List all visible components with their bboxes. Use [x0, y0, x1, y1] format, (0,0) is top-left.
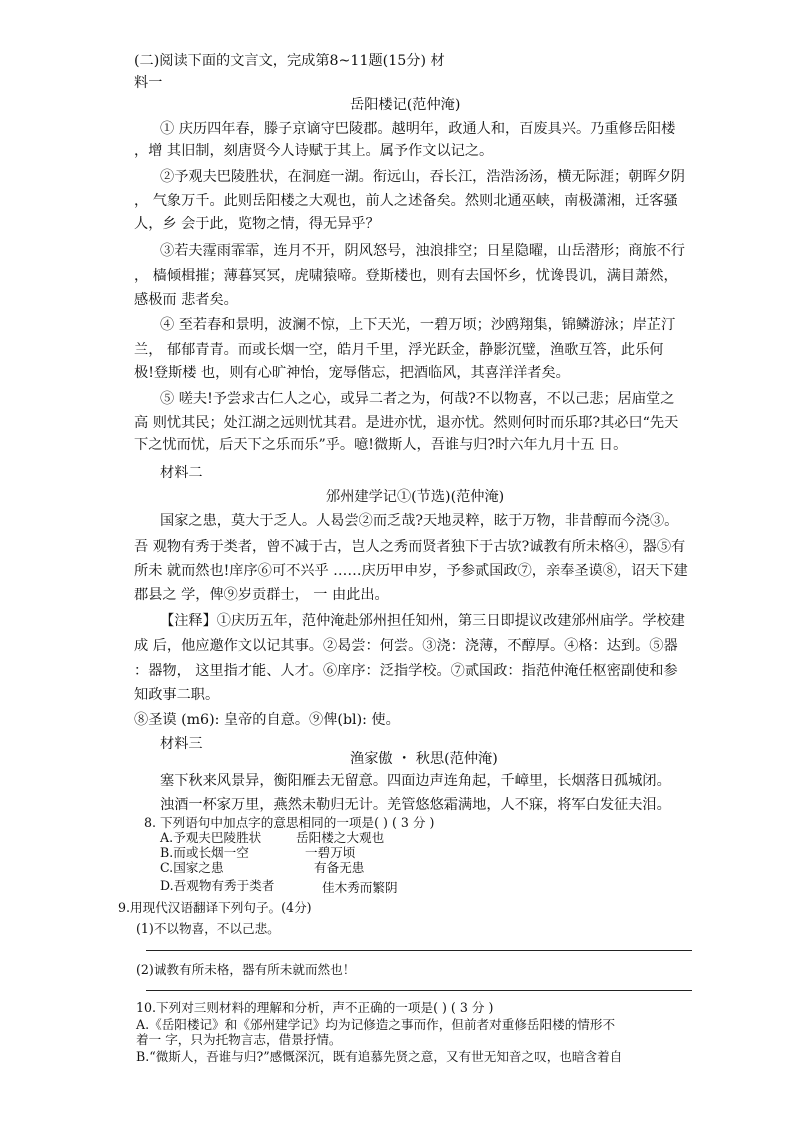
annotation-line: 知政事二职。 — [134, 687, 220, 703]
text-line: 感极而 悲者矣。 — [134, 292, 238, 308]
material-label: 材料二 — [160, 465, 203, 481]
q8-option-d-pair: 佳木秀而繁阴 — [322, 880, 398, 895]
q8-option-b-pair: 一碧万顷 — [305, 845, 356, 860]
text-line: 下之忧而忧，后天下之乐而乐”乎。噫!微斯人，吾谁与归?时六年九月十五 日。 — [134, 437, 628, 453]
passage-title: 邠州建学记①(节选)(范仲淹) — [326, 489, 505, 505]
text-line: ， 樯倾楫摧；薄暮冥冥，虎啸猿啼。登斯楼也，则有去国怀乡，忧谗畏讥，满目萧然， — [134, 268, 678, 284]
text-line: 高 则忧其民；处江湖之远则忧其君。是进亦忧，退亦忧。然则何时而乐耶?其必曰“先天 — [134, 415, 679, 431]
text-line: ，增 其旧制，刻唐贤今人诗赋于其上。属予作文以记之。 — [134, 143, 494, 159]
q10-option-line: B.“微斯人，吾谁与归?”感慨深沉，既有追慕先贤之意，又有世无知音之叹，也暗含着自 — [136, 1049, 623, 1064]
text-line: ⑤ 嗟夫!予尝求古仁人之心，或异二者之为，何哉?不以物喜，不以己悲；居庙堂之 — [160, 391, 675, 407]
section-header: (二)阅读下面的文言文，完成第8~11题(15分) 材 — [134, 53, 445, 69]
passage-title: 岳阳楼记(范仲淹) — [350, 97, 461, 113]
annotation-line: 【注释】①庆历五年，范仲淹赴邠州担任知州，第三日即提议改建邠州庙学。学校建 — [160, 613, 685, 629]
text-line: ① 庆历四年春，滕子京谪守巴陵郡。越明年，政通人和，百废具兴。乃重修岳阳楼 — [160, 121, 676, 137]
q9-item-1: (1)不以物喜，不以己悲。 — [136, 921, 280, 936]
q8-option-b: B.而或长烟一空 — [160, 845, 249, 860]
text-line: 极!登斯楼 也，则有心旷神怡，宠辱偕忘，把酒临风，其喜洋洋者矣。 — [134, 365, 570, 381]
material-label: 材料三 — [160, 736, 203, 752]
text-line: 兰， 郁郁青青。而或长烟一空，皓月千里，浮光跃金，静影沉璧，渔歌互答，此乐何 — [134, 342, 664, 358]
text-line: 人，乡 会于此，览物之情，得无异乎？ — [134, 216, 380, 232]
text-line: 郡县之 学，俾⑨岁贡群士， 一 由此出。 — [134, 587, 389, 603]
text-line: 吾 观物有秀于类者，曾不减于古，岂人之秀而贤者独下于古欤?诚教有所未格④，器⑤有 — [134, 539, 686, 555]
text-line: 所未 就而然也!庠序⑥可不兴乎 ……庆历甲申岁，予参贰国政⑦，亲奉圣谟⑧，诏天下建 — [134, 563, 688, 579]
q9-item-2: (2)诚教有所未格，器有所未就而然也！ — [136, 962, 356, 977]
annotation-line: 成 后，他应邀作文以记其事。②曷尝：何尝。③浇：浇薄，不醇厚。④格：达到。⑤器 — [134, 638, 678, 654]
question-9-stem: 9.用现代汉语翻译下列句子。(4分) — [118, 900, 312, 915]
text-line: ④ 至若春和景明，波澜不惊，上下天光，一碧万顷；沙鸥翔集，锦鳞游泳；岸芷汀 — [160, 317, 676, 333]
poem-line: 浊酒一杯家万里，燕然未勒归无计。羌管悠悠霜满地，人不寐，将军白发征夫泪。 — [160, 797, 671, 813]
text-line: ， 气象万千。此则岳阳楼之大观也，前人之述备矣。然则北通巫峡，南极潇湘，迁客骚 — [134, 193, 678, 209]
q8-option-a: A.予观夫巴陵胜状 — [160, 830, 262, 845]
q10-option-line: A.《岳阳楼记》和《邠州建学记》均为记修造之事而作，但前者对重修岳阳楼的情形不 — [136, 1017, 616, 1032]
text-line: ②予观夫巴陵胜状，在洞庭一湖。衔远山，吞长江，浩浩汤汤，横无际涯；朝晖夕阴 — [160, 169, 685, 185]
material-label: 料一 — [134, 75, 163, 91]
annotation-line: ：器物， 这里指才能、人才。⑥庠序：泛指学校。⑦贰国政：指范仲淹任枢密副使和参 — [134, 663, 678, 679]
q8-option-c-pair: 有备无患 — [314, 860, 365, 875]
answer-line[interactable] — [146, 950, 692, 951]
text-line: ③若夫霪雨霏霏，连月不开，阴风怒号，浊浪排空；日星隐曜，山岳潜形；商旅不行 — [160, 243, 685, 259]
annotation-line: ⑧圣谟 (m6): 皇帝的自意。⑨俾(bl): 使。 — [134, 712, 400, 728]
text-line: 国家之患，莫大于乏人。人曷尝②而乏哉?天地灵粹，眩于万物，非昔醇而今浇③。 — [160, 513, 679, 529]
answer-line[interactable] — [146, 990, 692, 991]
q8-option-a-pair: 岳阳楼之大观也 — [296, 830, 385, 845]
q8-option-c: C.国家之患 — [160, 860, 224, 875]
question-10-stem: 10.下列对三则材料的理解和分析，声不正确的一项是( ) ( 3 分 ) — [136, 1000, 494, 1015]
question-8-stem: 8. 下列语句中加点字的意思相同的一项是( ) ( 3 分 ) — [144, 815, 435, 830]
q10-option-line: 着一 字，只为托物言志，借景抒情。 — [136, 1032, 342, 1047]
poem-line: 塞下秋来风景异，衡阳雁去无留意。四面边声连角起，千嶂里，长烟落日孤城闭。 — [160, 773, 671, 789]
q8-option-d: D.吾观物有秀于类者 — [160, 878, 275, 893]
passage-title: 渔家傲 ・ 秋思(范仲淹) — [350, 751, 498, 767]
